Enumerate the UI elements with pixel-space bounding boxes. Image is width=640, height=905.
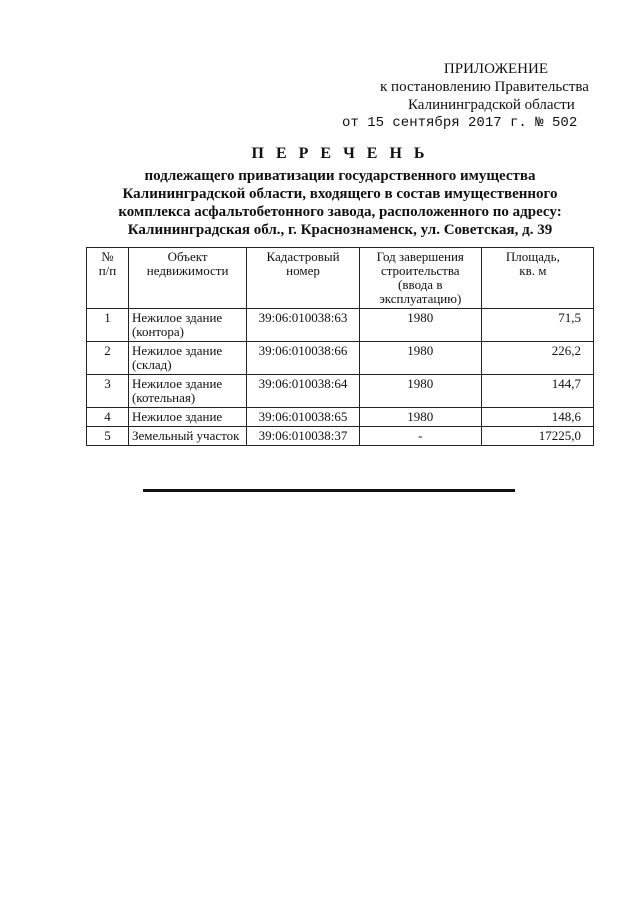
- header-area-l2: кв. м: [519, 263, 547, 278]
- appendix-date-line: от 15 сентября 2017 г. № 502: [342, 115, 578, 131]
- header-object-l2: недвижимости: [146, 263, 229, 278]
- table-row: [87, 375, 594, 408]
- header-year-l1: Год завершения: [376, 249, 464, 264]
- cell-year: 1980: [359, 408, 481, 427]
- cell-cadastral: 39:06:010038:63: [247, 309, 359, 342]
- document-heading: [70, 145, 610, 239]
- header-cadastral-l2: номер: [286, 263, 320, 278]
- cell-object-l1: Нежилое здание: [131, 409, 223, 424]
- cell-object-l2: (склад): [131, 357, 172, 372]
- cell-area: 17225,0: [481, 427, 593, 446]
- cell-year: -: [359, 427, 481, 446]
- cell-object: [128, 427, 246, 446]
- cell-num: 5: [87, 427, 129, 446]
- header-cadastral-l1: Кадастровый: [266, 249, 340, 264]
- cell-num: 4: [87, 408, 129, 427]
- header-object-l1: Объект: [167, 249, 208, 264]
- property-table: [86, 247, 594, 446]
- heading-line-1: подлежащего приватизации государственного имущества: [144, 168, 536, 184]
- header-object: [128, 248, 246, 309]
- cell-object-l2: (контора): [131, 324, 185, 339]
- heading-word: П Е Р Е Ч Е Н Ь: [251, 145, 429, 162]
- cell-area: 148,6: [481, 408, 593, 427]
- cell-object-l1: Земельный участок: [131, 428, 240, 443]
- table-row: [87, 427, 594, 446]
- cell-num: 1: [87, 309, 129, 342]
- cell-object: [128, 408, 246, 427]
- cell-cadastral: 39:06:010038:64: [247, 375, 359, 408]
- cell-object: [128, 375, 246, 408]
- header-num-l2: п/п: [98, 263, 117, 278]
- cell-year: 1980: [359, 375, 481, 408]
- heading-line-3: комплекса асфальтобетонного завода, расположенного по адресу:: [118, 204, 562, 220]
- cell-cadastral: 39:06:010038:65: [247, 408, 359, 427]
- header-year-l2: строительства: [380, 263, 460, 278]
- cell-year: 1980: [359, 309, 481, 342]
- appendix-line-2: к постановлению Правительства: [380, 79, 589, 95]
- cell-cadastral: 39:06:010038:66: [247, 342, 359, 375]
- table-header-row: [87, 248, 594, 309]
- cell-object-l1: Нежилое здание: [131, 376, 223, 391]
- cell-cadastral: 39:06:010038:37: [247, 427, 359, 446]
- cell-num: 2: [87, 342, 129, 375]
- cell-num: 3: [87, 375, 129, 408]
- cell-object-l1: Нежилое здание: [131, 310, 223, 325]
- heading-line-4: Калининградская обл., г. Краснознаменск, ул. Советская, д. 39: [127, 222, 553, 238]
- cell-object-l2: (котельная): [131, 390, 196, 405]
- cell-object-l1: Нежилое здание: [131, 343, 223, 358]
- header-cadastral: [247, 248, 359, 309]
- appendix-line-3: Калининградской области: [408, 97, 575, 113]
- header-area: [481, 248, 593, 309]
- cell-year: 1980: [359, 342, 481, 375]
- cell-object: [128, 309, 246, 342]
- header-num-l1: №: [101, 249, 114, 264]
- table-row: [87, 309, 594, 342]
- header-year-l3: (ввода в: [398, 277, 443, 292]
- appendix-block: [330, 60, 590, 132]
- heading-line-2: Калининградской области, входящего в состав имущественного: [122, 186, 558, 202]
- appendix-title: ПРИЛОЖЕНИЕ: [443, 61, 548, 77]
- table-row: [87, 408, 594, 427]
- cell-area: 226,2: [481, 342, 593, 375]
- header-area-l1: Площадь,: [505, 249, 560, 264]
- header-year: [359, 248, 481, 309]
- cell-area: 71,5: [481, 309, 593, 342]
- header-year-l4: эксплуатацию): [379, 291, 462, 306]
- table-row: [87, 342, 594, 375]
- header-num: [87, 248, 129, 309]
- cell-area: 144,7: [481, 375, 593, 408]
- end-rule: [143, 489, 515, 492]
- cell-object: [128, 342, 246, 375]
